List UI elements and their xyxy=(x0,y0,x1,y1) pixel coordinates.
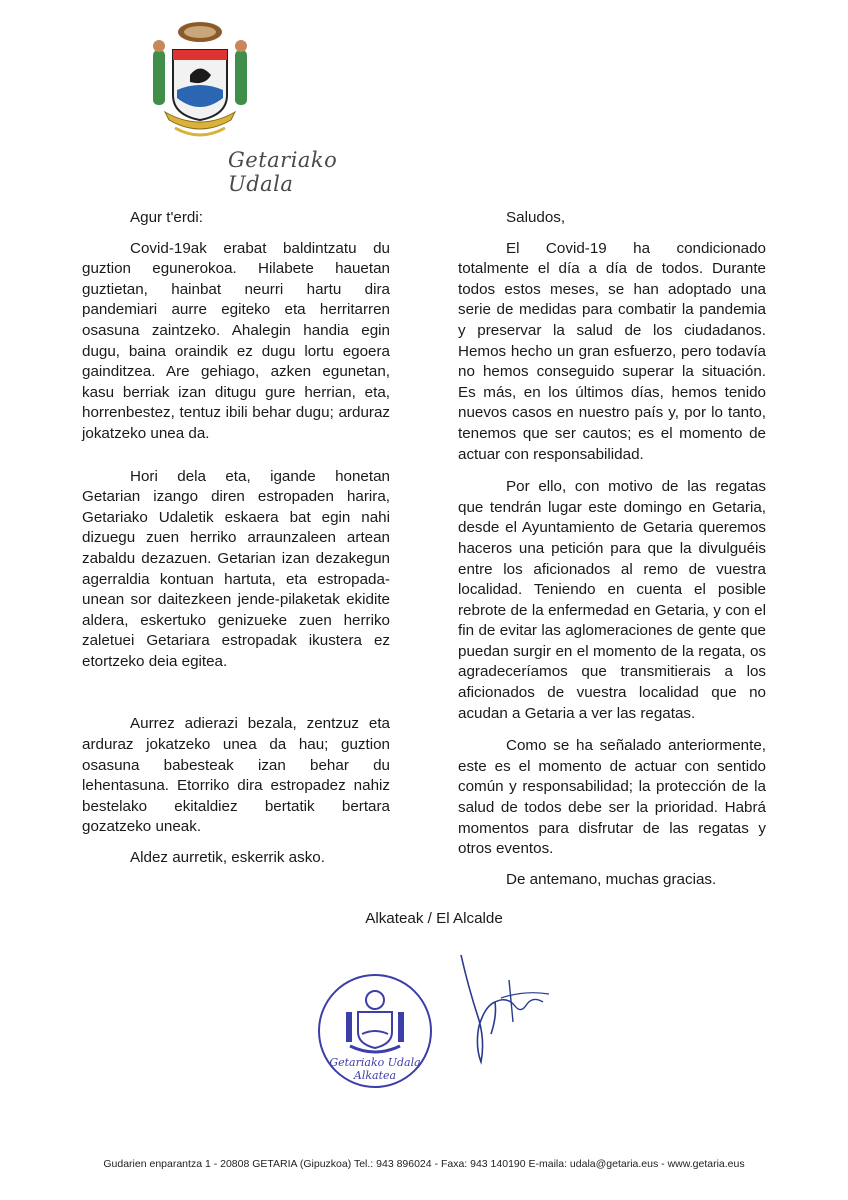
spanish-paragraph-2: Por ello, con motivo de las regatas que tendrán lugar este domingo en Getaria, desde el Ayuntamiento de Getaria queremos haceros una petición para que la divulguéis entre los aficionados al remo de vuestra localidad. Teniendo en cuenta el posible rebrote de la enfermedad en Getaria, y con el fin de evitar las aglomeraciones de gente que puedan surgir en el momento de la regata, os agradeceríamos que transmitierais a los aficionados de vuestra localidad que no acudan a Getaria a ver las regatas. xyxy=(458,478,766,722)
org-name: Getariako Udala xyxy=(228,148,338,196)
basque-column xyxy=(82,208,390,869)
spanish-paragraph-3: Como se ha señalado anteriormente, este es el momento de actuar con sentido común y responsabilidad; la protección de la salud de todos debe ser la prioridad. Habrá momentos para disfrutar de las regatas y otros eventos. xyxy=(458,737,766,858)
official-stamp xyxy=(316,972,434,1090)
basque-paragraph-3: Aurrez adierazi bezala, zentzuz eta arduraz jokatzeko unea da hau; guztion osasuna babesteak izan behar du lehentasuna. Etorriko dira estropadez nahiz bestelako ekitaldiez bertatik bertara gozatzeko uneak. xyxy=(82,715,390,836)
stamp-coat-icon xyxy=(346,991,404,1052)
basque-paragraph-2: Hori dela eta, igande honetan Getarian izango diren estropaden harira, Getariako Udaletik eskaera bat egin nahi dizuegu zuen herriko arraunzaleen artean zabaldu dezazuen. Getarian izan dezakegun agerraldia kontuan hartuta, eta estropada-unean sor daitezkeen jende-pilaketak ekidite aldera, eskertuko genizueke zuen herriko zaletuei Getariara estropadak ikustera ez etortzeko deia egitea. xyxy=(82,467,390,670)
spanish-closing: De antemano, muchas gracias. xyxy=(506,870,717,888)
spanish-greeting: Saludos, xyxy=(506,209,566,226)
footer-contact: Gudarien enparantza 1 - 20808 GETARIA (Gipuzkoa) Tel.: 943 896024 - Faxa: 943 140190 E-maila: udala@getaria.eus - www.getaria.eus xyxy=(103,1158,745,1170)
coat-of-arms-icon xyxy=(145,20,255,145)
basque-greeting: Agur t'erdi: xyxy=(130,209,203,226)
stamp-line-1: Getariako Udala xyxy=(329,1056,421,1069)
letterhead xyxy=(110,20,338,196)
stamp-line-2: Alkatea xyxy=(353,1069,397,1082)
signer-title: Alkateak / El Alcalde xyxy=(365,910,503,927)
spanish-paragraph-1: El Covid-19 ha condicionado totalmente el día a día de todos. Durante todos estos meses, se han adoptado una serie de medidas para combatir la pandemia y preservar la salud de los ciudadanos. Hemos hecho un gran esfuerzo, pero todavía no hemos conseguido superar la situación. Es más, en los últimos días, hemos tenido nuevos casos en nuestro país y, por lo tanto, tenemos que ser cautos; es el momento de actuar con responsabilidad. xyxy=(458,239,766,463)
spanish-column xyxy=(458,208,766,890)
mayor-signature xyxy=(455,950,555,1070)
basque-paragraph-1: Covid-19ak erabat baldintzatu du guztion egunerokoa. Hilabete hauetan guztietan, hainbat neurri hartu dira pandemiari aurre egiteko eta herritarren osasuna zaintzeko. Ahalegin handia egin dugu, baina oraindik ez dugu lortu egoera gainditzea. Are gehiago, azken egunetan, kasu berriak izan ditugu gure herrian, eta, horrenbestez, tentuz ibili behar dugu; arduraz jokatzeko unea da. xyxy=(82,239,390,442)
basque-closing: Aldez aurretik, eskerrik asko. xyxy=(130,849,325,867)
